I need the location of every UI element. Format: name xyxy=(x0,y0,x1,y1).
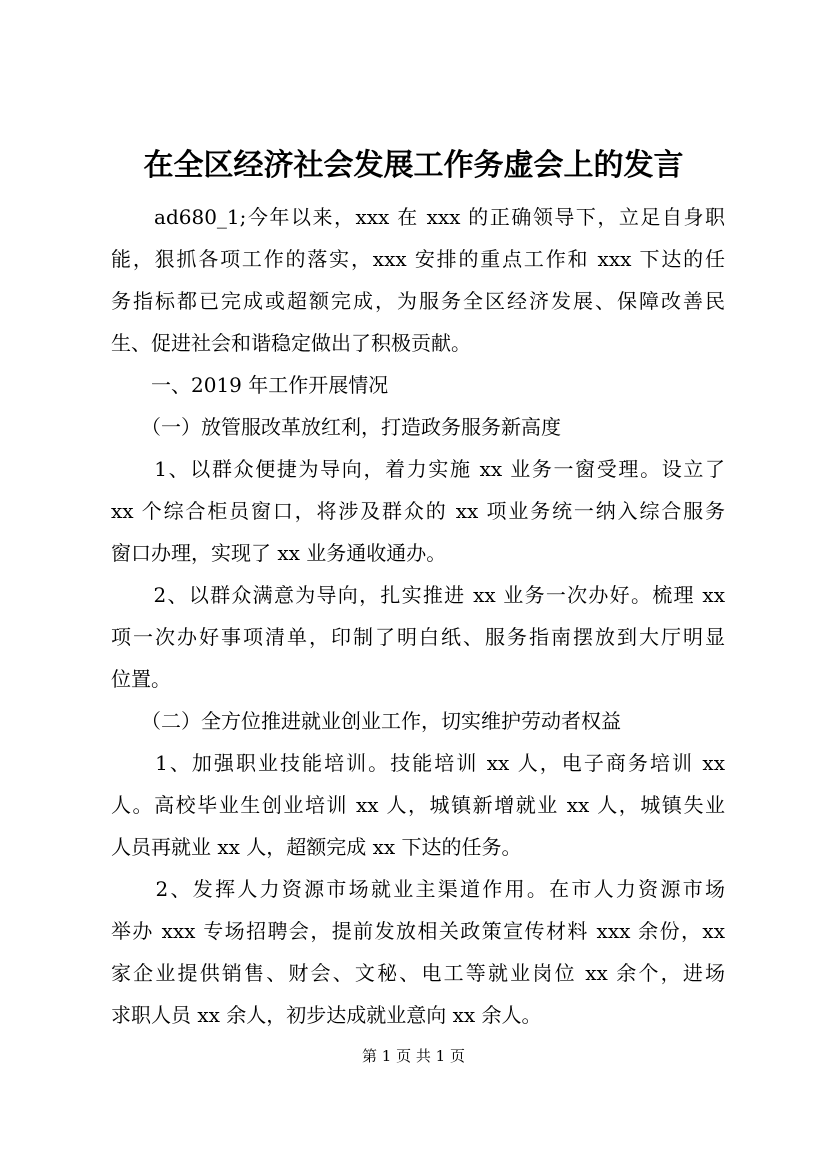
page-number-footer: 第 1 页 共 1 页 xyxy=(362,1047,465,1065)
document-body xyxy=(111,196,725,1036)
text-line: 求职人员 xx 余人，初步达成就业意向 xx 余人。 xyxy=(111,1003,542,1027)
text-line: xx 个综合柜员窗口，将涉及群众的 xx 项业务统一纳入综合服务 xyxy=(111,499,725,523)
text-line: 务指标都已完成或超额完成，为服务全区经济发展、保障改善民 xyxy=(111,289,725,313)
text-line: 能，狠抓各项工作的落实，xxx 安排的重点工作和 xxx 下达的任 xyxy=(111,247,725,271)
text-line: 人员再就业 xx 人，超额完成 xx 下达的任务。 xyxy=(111,835,522,859)
text-line: 家企业提供销售、财会、文秘、电工等就业岗位 xx 余个，进场 xyxy=(111,961,725,985)
section-heading: 一、2019 年工作开展情况 xyxy=(111,373,389,397)
subsection-heading: （二）全方位推进就业创业工作，切实维护劳动者权益 xyxy=(111,709,621,733)
text-line: 生、促进社会和谐稳定做出了积极贡献。 xyxy=(111,331,471,355)
text-line: 项一次办好事项清单，印制了明白纸、服务指南摆放到大厅明显 xyxy=(111,625,725,649)
text-line: ad680_1;今年以来，xxx 在 xxx 的正确领导下，立足自身职 xyxy=(111,205,725,229)
text-line: 人。高校毕业生创业培训 xx 人，城镇新增就业 xx 人，城镇失业 xyxy=(111,793,725,817)
text-line: 窗口办理，实现了 xx 业务通收通办。 xyxy=(111,541,447,565)
text-line: 2、以群众满意为导向，扎实推进 xx 业务一次办好。梳理 xx xyxy=(111,583,725,607)
text-line: 举办 xxx 专场招聘会，提前发放相关政策宣传材料 xxx 余份，xx xyxy=(111,919,725,943)
text-line: 1、以群众便捷为导向，着力实施 xx 业务一窗受理。设立了 xyxy=(111,457,725,481)
subsection-heading: （一）放管服改革放红利，打造政务服务新高度 xyxy=(111,415,561,439)
text-line: 1、加强职业技能培训。技能培训 xx 人，电子商务培训 xx xyxy=(111,751,725,775)
text-line: 2、发挥人力资源市场就业主渠道作用。在市人力资源市场 xyxy=(111,877,725,901)
document-title: 在全区经济社会发展工作务虚会上的发言 xyxy=(143,148,684,183)
text-line: 位置。 xyxy=(111,667,171,691)
